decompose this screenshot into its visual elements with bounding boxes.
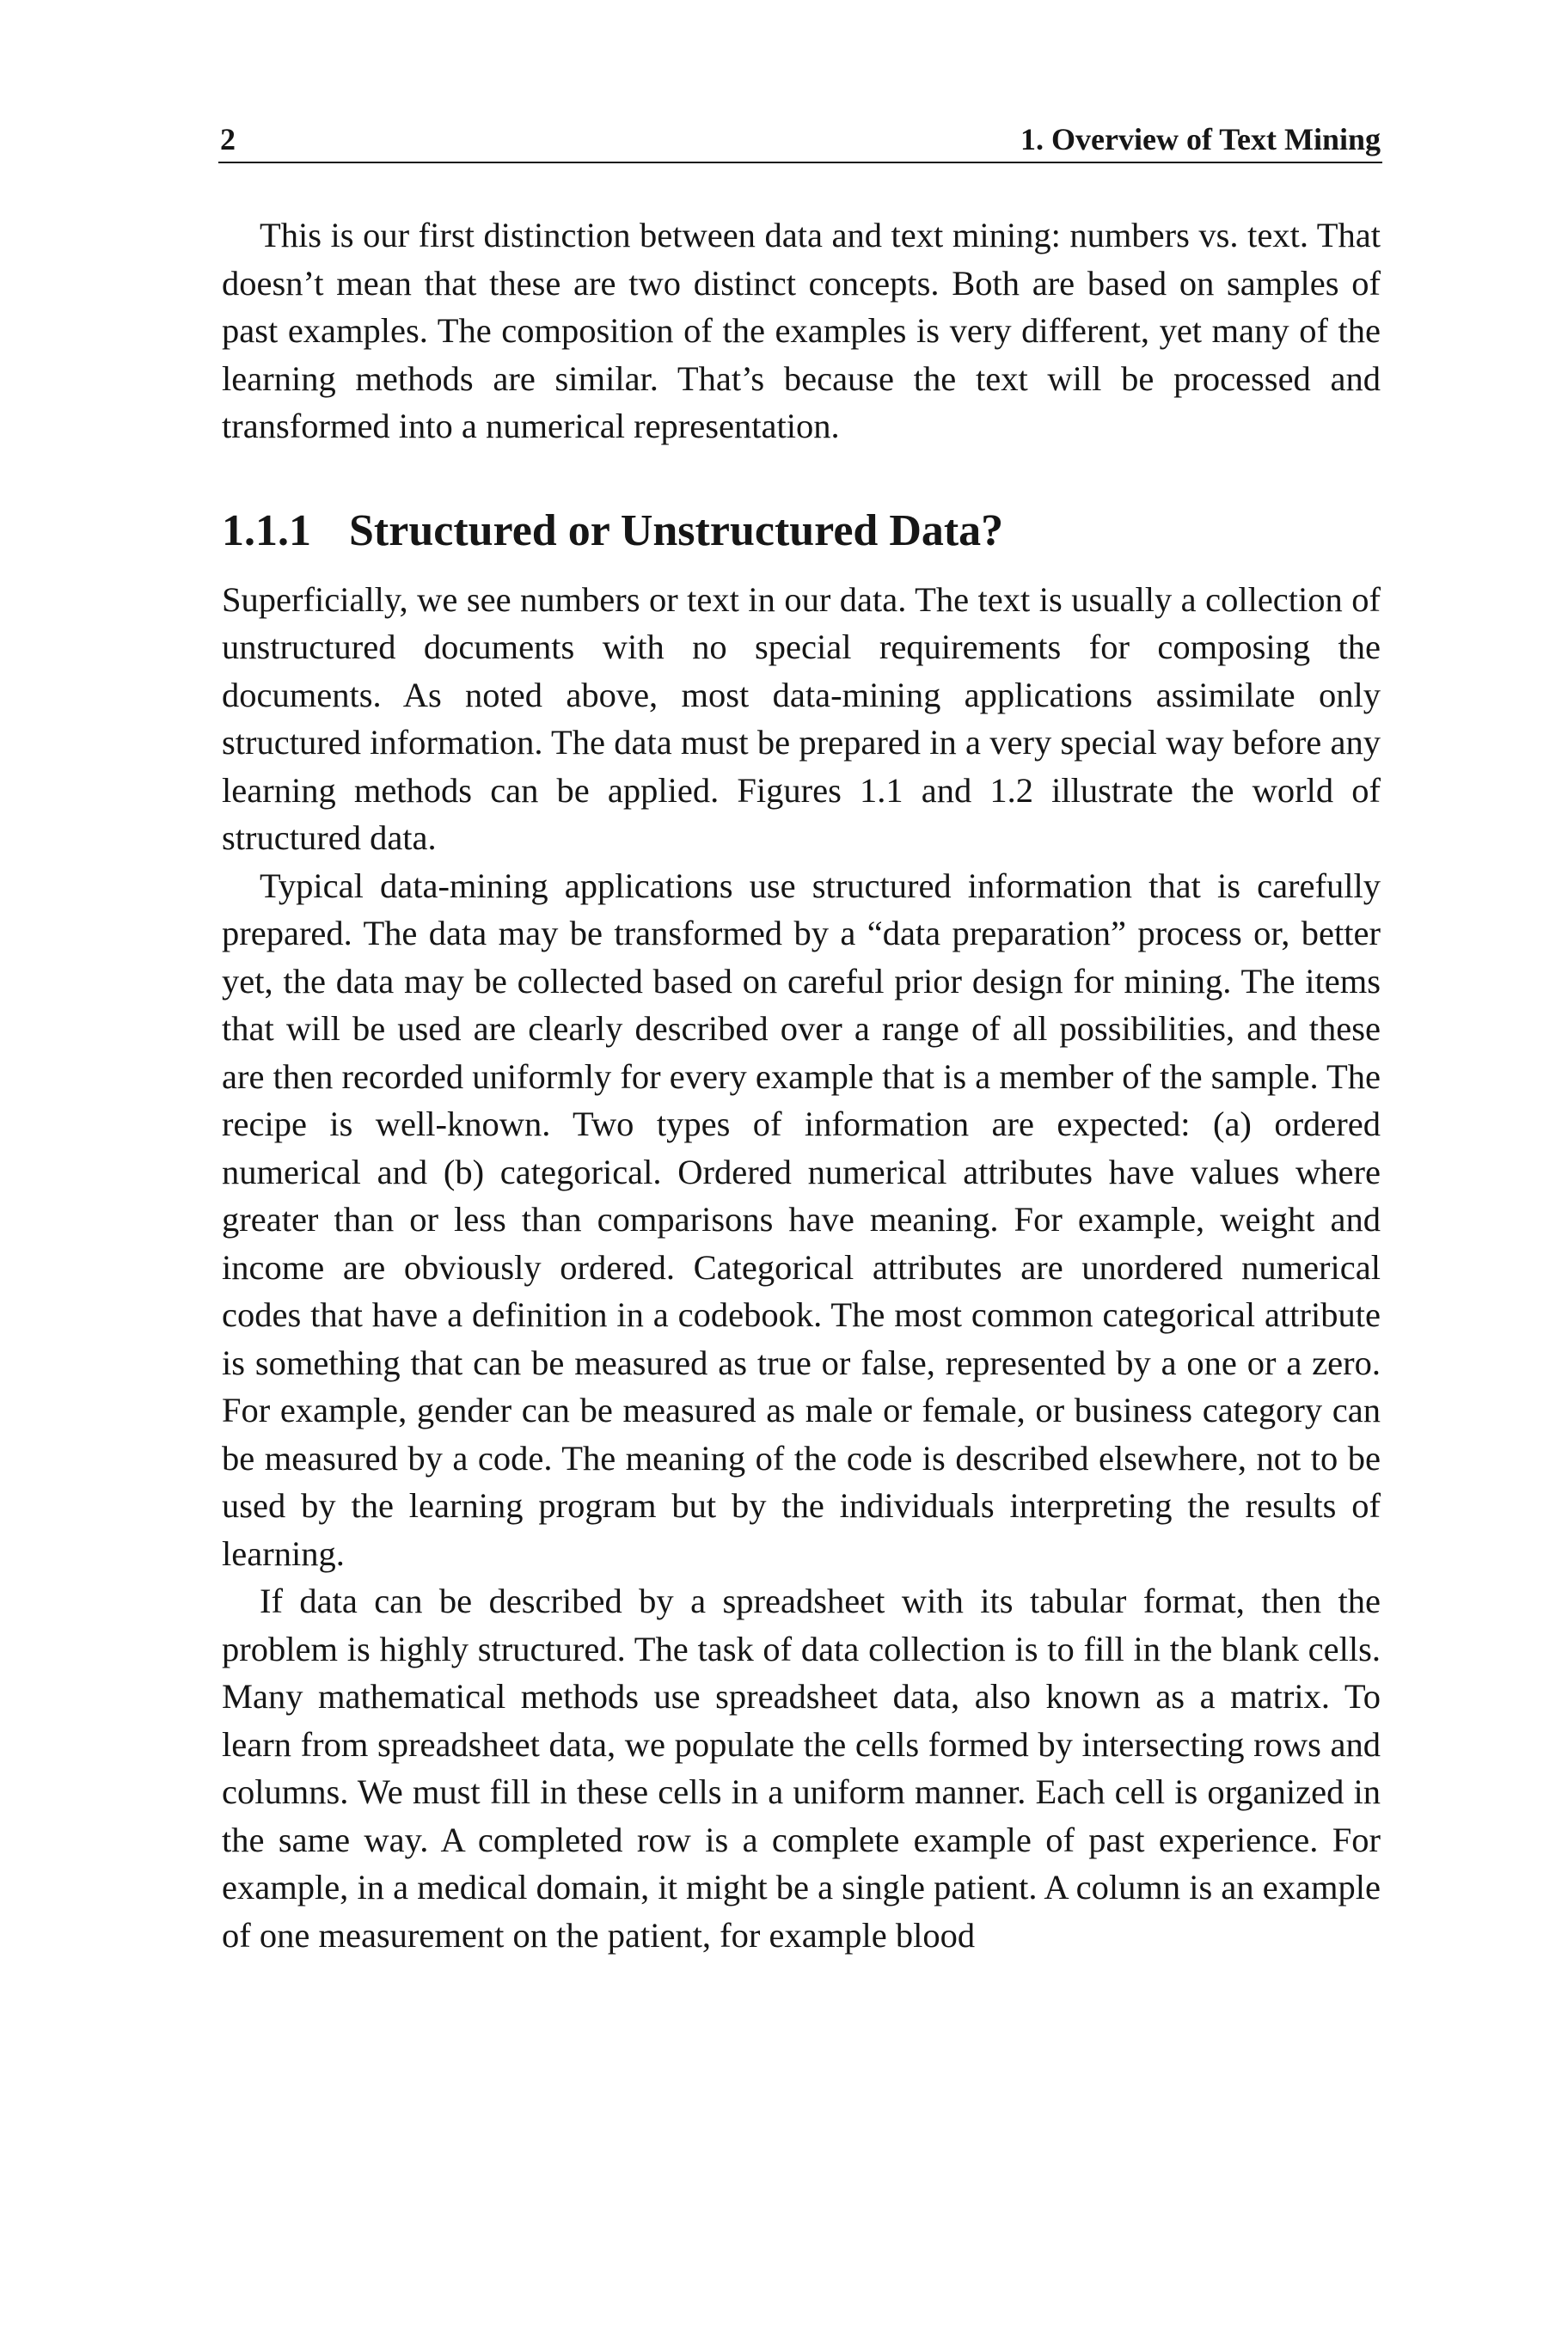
section-paragraph-3: If data can be described by a spreadsheet with its tabular format, then the problem is highly structured. The task of data collection is to fill in the blank cells. Many mathematical methods use spreadsheet data, also known as a matrix. To learn from spreadsheet data, we populate the cells formed by intersecting rows and columns. We must fill in these cells in a uniform manner. Each cell is organized in the same way. A completed row is a complete example of past experience. For example, in a medical domain, it might be a single patient. A column is an example of one measurement on the patient, for example blood (222, 1582, 1381, 1955)
section-title: Structured or Unstructured Data? (349, 505, 1004, 555)
section-paragraph-2: Typical data-mining applications use structured information that is carefully prepared. The data may be transformed by a “data preparation” process or, better yet, the data may be collected based on careful prior design for mining. The items that will be used are clearly described over a range of all possibilities, and these are then recorded uniformly for every example that is a member of the sample. The recipe is well-known. Two types of information are expected: (a) ordered numerical and (b) categorical. Ordered numerical attributes have values where greater than or less than comparisons have meaning. For example, weight and income are obviously ordered. Categorical attributes are unordered numerical codes that have a definition in a codebook. The most common categorical attribute is something that can be measured as true or false, represented by a one or a zero. For example, gender can be measured as male or female, or business category can be measured by a code. The meaning of the code is described elsewhere, not to be used by the learning program but by the individuals interpreting the results of learning. (222, 866, 1381, 1573)
intro-paragraph: This is our first distinction between data and text mining: numbers vs. text. That doesn’t mean that these are two distinct concepts. Both are based on samples of past examples. The composition of the examples is very different, yet many of the learning methods are similar. That’s because the text will be processed and transformed into a numerical representation. (222, 216, 1381, 445)
section-paragraph-1: Superficially, we see numbers or text in our data. The text is usually a collection of unstructured documents with no special requirements for composing the documents. As noted above, most data-mining applications assimilate only structured information. The data must be prepared in a very special way before any learning methods can be applied. Figures 1.1 and 1.2 illustrate the world of structured data. (222, 579, 1381, 857)
section-heading (222, 504, 1381, 559)
chapter-title: 1. Overview of Text Mining (1020, 122, 1381, 156)
section-number: 1.1.1 (222, 505, 311, 555)
running-header (218, 117, 1382, 163)
page-number: 2 (220, 122, 236, 156)
page-body (222, 211, 1381, 1959)
